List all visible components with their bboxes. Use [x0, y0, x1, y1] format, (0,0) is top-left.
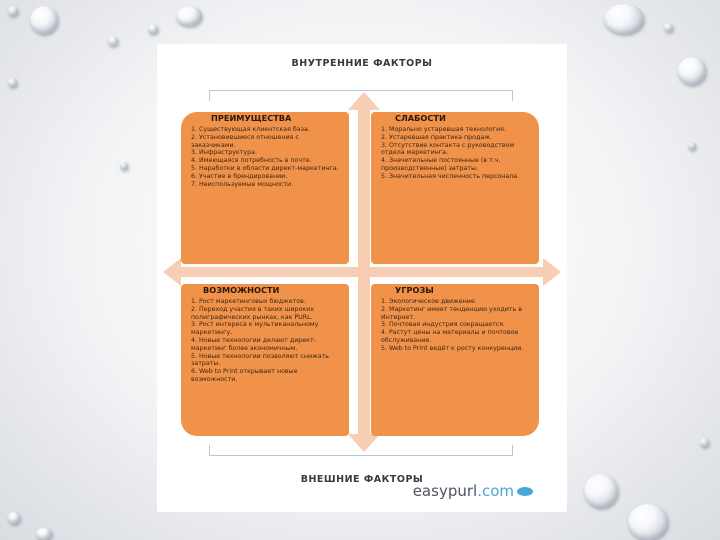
water-drop	[108, 36, 118, 46]
logo-suffix: .com	[477, 482, 514, 500]
weaknesses-quadrant	[371, 112, 539, 264]
swot-slide	[157, 44, 567, 512]
strengths-list	[191, 126, 340, 188]
logo-swoosh-icon	[517, 487, 533, 496]
up-arrowhead	[348, 92, 380, 110]
list-item: 3. Почтовая индустрия сокращается.	[381, 321, 506, 329]
water-drop	[8, 512, 20, 524]
down-arrowhead	[348, 434, 380, 452]
easypurl-logo	[413, 482, 533, 500]
strengths-title: ПРЕИМУЩЕСТВА	[211, 113, 292, 123]
opportunities-quadrant	[181, 284, 349, 436]
threats-list	[381, 298, 530, 353]
water-drop	[148, 24, 158, 34]
water-drop	[176, 6, 202, 26]
water-drop	[8, 78, 17, 87]
list-item: 4. Новые технологии делают директ-маркетинг более экономичным.	[191, 336, 316, 352]
list-item: 3. Отсутствие контакта с руководством отдела маркетинга.	[381, 141, 515, 157]
list-item: 6. Web to Print открывает новые возможности.	[191, 368, 298, 383]
list-item: 1. Морально устаревшая технология.	[381, 126, 506, 133]
water-drop	[604, 4, 644, 34]
water-drop	[8, 6, 18, 16]
water-drop	[584, 474, 618, 508]
list-item: 5. Web to Print ведёт к росту конкуренции.	[381, 344, 524, 352]
list-item: 4. Имеющаяся потребность в почте.	[191, 157, 312, 165]
list-item: 2. Устаревшая практика продаж.	[381, 133, 492, 141]
list-item: 7. Неиспользуемые мощности.	[191, 180, 294, 188]
water-drop	[700, 438, 709, 447]
logo-brand: easypurl	[412, 482, 478, 500]
list-item: 5. Значительная численность персонала.	[381, 172, 520, 180]
water-drop	[36, 528, 52, 540]
list-item: 2. Переход участия в таких широких полиграфических рынках, как PURL.	[191, 305, 314, 321]
opportunities-list	[191, 298, 340, 384]
water-drop	[120, 162, 128, 170]
internal-factors-title: ВНУТРЕННИЕ ФАКТОРЫ	[291, 58, 433, 69]
threats-title: УГРОЗЫ	[395, 285, 434, 295]
right-arrowhead	[543, 258, 561, 286]
list-item: 4. Значительные постоянные (в т.ч. производственные) затраты.	[381, 157, 501, 172]
weaknesses-list	[381, 126, 530, 181]
list-item: 5. Новые технологии позволяют снижать затраты.	[191, 352, 330, 368]
list-item: 1. Существующая клиентская база.	[191, 126, 310, 133]
horizontal-arrow-shaft	[177, 267, 550, 277]
threats-quadrant	[371, 284, 539, 436]
list-item: 2. Маркетинг имеет тенденцию уходить в Интернет.	[381, 305, 522, 321]
water-drop	[664, 23, 673, 32]
water-drop	[628, 504, 668, 540]
list-item: 2. Установившиеся отношения с заказчиками.	[191, 133, 299, 149]
water-drop	[688, 142, 696, 150]
list-item: 3. Рост интереса к мультиканальному маркетингу.	[191, 321, 319, 337]
water-drop	[30, 6, 58, 34]
list-item: 1. Экологическое движение.	[381, 298, 477, 305]
water-drop	[678, 57, 706, 85]
list-item: 3. Инфраструктура.	[191, 149, 257, 157]
opportunities-title: ВОЗМОЖНОСТИ	[203, 285, 280, 295]
weaknesses-title: СЛАБОСТИ	[395, 113, 446, 123]
list-item: 4. Растут цены на материалы и почтовое обслуживание.	[381, 329, 519, 344]
strengths-quadrant	[181, 112, 349, 264]
list-item: 6. Участие в брендировании.	[191, 172, 288, 180]
left-arrowhead	[163, 258, 181, 286]
list-item: 5. Наработки в области директ-маркетинга.	[191, 164, 339, 172]
list-item: 1. Рост маркетинговых бюджетов.	[191, 298, 306, 305]
external-factors-title: ВНЕШНИЕ ФАКТОРЫ	[300, 474, 424, 485]
